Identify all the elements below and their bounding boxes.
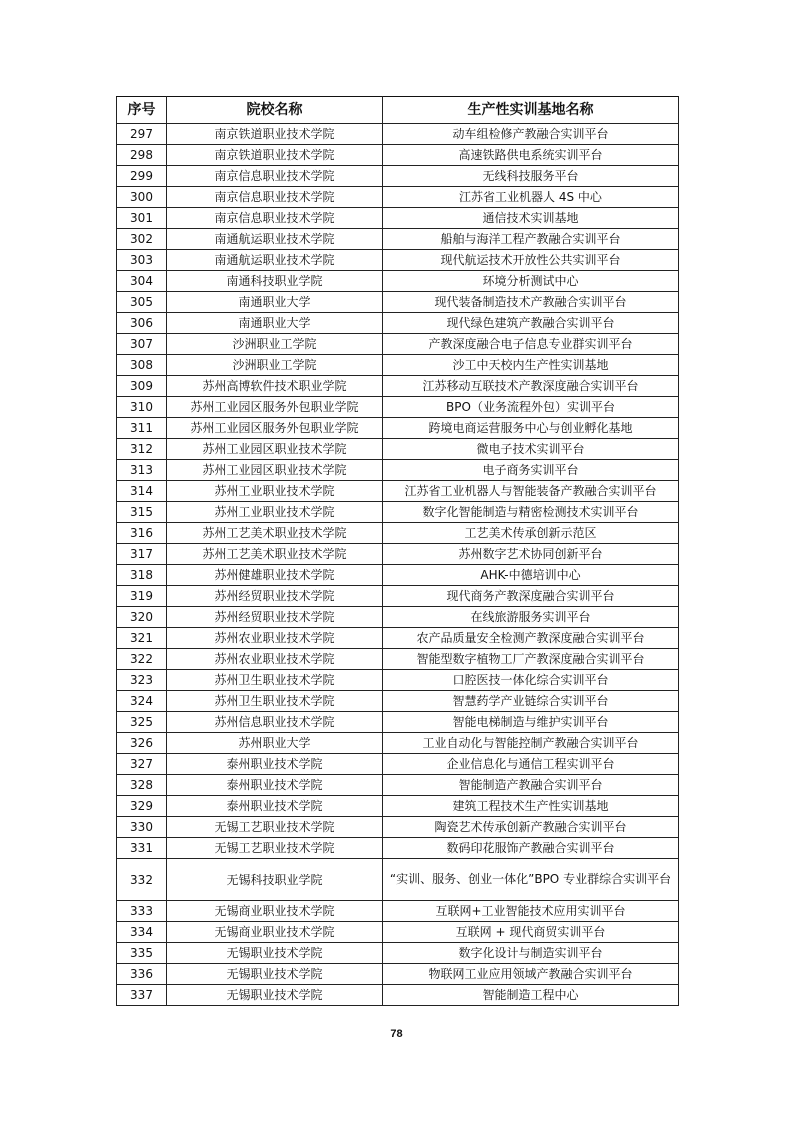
cell-school-name: 泰州职业技术学院 bbox=[167, 796, 383, 817]
cell-school-name: 苏州工业职业技术学院 bbox=[167, 502, 383, 523]
cell-training-base-name: 江苏省工业机器人 4S 中心 bbox=[383, 187, 679, 208]
table-row bbox=[117, 544, 679, 565]
training-base-table bbox=[116, 96, 679, 1006]
cell-serial-number: 312 bbox=[117, 439, 167, 460]
cell-school-name: 无锡科技职业学院 bbox=[167, 859, 383, 901]
cell-training-base-name: 船舶与海洋工程产教融合实训平台 bbox=[383, 229, 679, 250]
cell-serial-number: 337 bbox=[117, 985, 167, 1006]
cell-training-base-name: 环境分析测试中心 bbox=[383, 271, 679, 292]
table-row bbox=[117, 145, 679, 166]
cell-serial-number: 307 bbox=[117, 334, 167, 355]
cell-school-name: 苏州卫生职业技术学院 bbox=[167, 670, 383, 691]
table-row bbox=[117, 901, 679, 922]
cell-training-base-name: 在线旅游服务实训平台 bbox=[383, 607, 679, 628]
cell-training-base-name: 现代装备制造技术产教融合实训平台 bbox=[383, 292, 679, 313]
cell-serial-number: 322 bbox=[117, 649, 167, 670]
table-row bbox=[117, 334, 679, 355]
cell-training-base-name: 江苏省工业机器人与智能装备产教融合实训平台 bbox=[383, 481, 679, 502]
page-number: 78 bbox=[390, 1028, 403, 1040]
cell-school-name: 苏州工业园区服务外包职业学院 bbox=[167, 418, 383, 439]
cell-school-name: 苏州工业园区服务外包职业学院 bbox=[167, 397, 383, 418]
table-row bbox=[117, 775, 679, 796]
table-row bbox=[117, 607, 679, 628]
cell-school-name: 无锡职业技术学院 bbox=[167, 943, 383, 964]
table-row bbox=[117, 754, 679, 775]
table-row bbox=[117, 460, 679, 481]
table-row bbox=[117, 922, 679, 943]
cell-school-name: 苏州信息职业技术学院 bbox=[167, 712, 383, 733]
cell-school-name: 苏州农业职业技术学院 bbox=[167, 649, 383, 670]
table-row bbox=[117, 208, 679, 229]
cell-serial-number: 299 bbox=[117, 166, 167, 187]
cell-serial-number: 329 bbox=[117, 796, 167, 817]
cell-school-name: 苏州工业园区职业技术学院 bbox=[167, 460, 383, 481]
cell-serial-number: 334 bbox=[117, 922, 167, 943]
cell-training-base-name: 数字化智能制造与精密检测技术实训平台 bbox=[383, 502, 679, 523]
cell-training-base-name: 智能电梯制造与维护实训平台 bbox=[383, 712, 679, 733]
cell-serial-number: 315 bbox=[117, 502, 167, 523]
cell-training-base-name: 无线科技服务平台 bbox=[383, 166, 679, 187]
cell-serial-number: 309 bbox=[117, 376, 167, 397]
table-row bbox=[117, 271, 679, 292]
cell-serial-number: 317 bbox=[117, 544, 167, 565]
header-school-name: 院校名称 bbox=[167, 97, 383, 124]
table-row bbox=[117, 817, 679, 838]
cell-school-name: 沙洲职业工学院 bbox=[167, 334, 383, 355]
cell-training-base-name: 建筑工程技术生产性实训基地 bbox=[383, 796, 679, 817]
table-row bbox=[117, 565, 679, 586]
cell-serial-number: 304 bbox=[117, 271, 167, 292]
cell-training-base-name: 高速铁路供电系统实训平台 bbox=[383, 145, 679, 166]
cell-training-base-name: 现代商务产教深度融合实训平台 bbox=[383, 586, 679, 607]
cell-training-base-name: “实训、服务、创业一体化”BPO 专业群综合实训平台 bbox=[383, 859, 679, 901]
header-training-base-name: 生产性实训基地名称 bbox=[383, 97, 679, 124]
table-row bbox=[117, 439, 679, 460]
table-row bbox=[117, 124, 679, 145]
cell-school-name: 沙洲职业工学院 bbox=[167, 355, 383, 376]
cell-school-name: 南京信息职业技术学院 bbox=[167, 208, 383, 229]
cell-serial-number: 302 bbox=[117, 229, 167, 250]
cell-training-base-name: 农产品质量安全检测产教深度融合实训平台 bbox=[383, 628, 679, 649]
cell-school-name: 苏州工业园区职业技术学院 bbox=[167, 439, 383, 460]
table-row bbox=[117, 586, 679, 607]
cell-training-base-name: BPO（业务流程外包）实训平台 bbox=[383, 397, 679, 418]
cell-training-base-name: 电子商务实训平台 bbox=[383, 460, 679, 481]
cell-school-name: 苏州工艺美术职业技术学院 bbox=[167, 523, 383, 544]
cell-serial-number: 331 bbox=[117, 838, 167, 859]
cell-training-base-name: 产教深度融合电子信息专业群实训平台 bbox=[383, 334, 679, 355]
cell-school-name: 南通科技职业学院 bbox=[167, 271, 383, 292]
cell-school-name: 南通职业大学 bbox=[167, 292, 383, 313]
cell-serial-number: 326 bbox=[117, 733, 167, 754]
cell-school-name: 苏州农业职业技术学院 bbox=[167, 628, 383, 649]
table-row bbox=[117, 166, 679, 187]
cell-training-base-name: 江苏移动互联技术产教深度融合实训平台 bbox=[383, 376, 679, 397]
cell-training-base-name: 工业自动化与智能控制产教融合实训平台 bbox=[383, 733, 679, 754]
cell-serial-number: 298 bbox=[117, 145, 167, 166]
table-row bbox=[117, 355, 679, 376]
cell-training-base-name: 现代航运技术开放性公共实训平台 bbox=[383, 250, 679, 271]
cell-training-base-name: 微电子技术实训平台 bbox=[383, 439, 679, 460]
header-serial-number: 序号 bbox=[117, 97, 167, 124]
cell-training-base-name: 企业信息化与通信工程实训平台 bbox=[383, 754, 679, 775]
cell-serial-number: 324 bbox=[117, 691, 167, 712]
cell-serial-number: 313 bbox=[117, 460, 167, 481]
cell-serial-number: 325 bbox=[117, 712, 167, 733]
cell-school-name: 苏州工艺美术职业技术学院 bbox=[167, 544, 383, 565]
cell-training-base-name: 现代绿色建筑产教融合实训平台 bbox=[383, 313, 679, 334]
table-row bbox=[117, 523, 679, 544]
cell-serial-number: 301 bbox=[117, 208, 167, 229]
cell-serial-number: 300 bbox=[117, 187, 167, 208]
cell-serial-number: 316 bbox=[117, 523, 167, 544]
table-row bbox=[117, 628, 679, 649]
cell-training-base-name: 通信技术实训基地 bbox=[383, 208, 679, 229]
cell-serial-number: 305 bbox=[117, 292, 167, 313]
cell-serial-number: 323 bbox=[117, 670, 167, 691]
cell-school-name: 无锡工艺职业技术学院 bbox=[167, 838, 383, 859]
table-row bbox=[117, 376, 679, 397]
cell-training-base-name: 动车组检修产教融合实训平台 bbox=[383, 124, 679, 145]
cell-serial-number: 318 bbox=[117, 565, 167, 586]
cell-training-base-name: 物联网工业应用领域产教融合实训平台 bbox=[383, 964, 679, 985]
cell-school-name: 苏州职业大学 bbox=[167, 733, 383, 754]
table-row bbox=[117, 481, 679, 502]
cell-serial-number: 306 bbox=[117, 313, 167, 334]
table-row bbox=[117, 733, 679, 754]
cell-serial-number: 336 bbox=[117, 964, 167, 985]
table-row bbox=[117, 229, 679, 250]
cell-school-name: 南通职业大学 bbox=[167, 313, 383, 334]
cell-school-name: 无锡职业技术学院 bbox=[167, 964, 383, 985]
cell-serial-number: 310 bbox=[117, 397, 167, 418]
cell-training-base-name: 智慧药学产业链综合实训平台 bbox=[383, 691, 679, 712]
cell-school-name: 苏州高博软件技术职业学院 bbox=[167, 376, 383, 397]
cell-training-base-name: 智能制造工程中心 bbox=[383, 985, 679, 1006]
cell-serial-number: 320 bbox=[117, 607, 167, 628]
cell-school-name: 南京铁道职业技术学院 bbox=[167, 124, 383, 145]
table-header-row bbox=[117, 97, 679, 124]
cell-serial-number: 327 bbox=[117, 754, 167, 775]
cell-school-name: 无锡职业技术学院 bbox=[167, 985, 383, 1006]
cell-school-name: 南通航运职业技术学院 bbox=[167, 229, 383, 250]
table-row bbox=[117, 397, 679, 418]
cell-school-name: 南京信息职业技术学院 bbox=[167, 166, 383, 187]
cell-training-base-name: 智能制造产教融合实训平台 bbox=[383, 775, 679, 796]
table-row bbox=[117, 691, 679, 712]
cell-training-base-name: 陶瓷艺术传承创新产教融合实训平台 bbox=[383, 817, 679, 838]
cell-school-name: 泰州职业技术学院 bbox=[167, 754, 383, 775]
table-row bbox=[117, 292, 679, 313]
cell-serial-number: 303 bbox=[117, 250, 167, 271]
cell-school-name: 苏州工业职业技术学院 bbox=[167, 481, 383, 502]
cell-serial-number: 314 bbox=[117, 481, 167, 502]
table-row bbox=[117, 964, 679, 985]
table-row bbox=[117, 796, 679, 817]
cell-serial-number: 321 bbox=[117, 628, 167, 649]
cell-school-name: 苏州经贸职业技术学院 bbox=[167, 586, 383, 607]
cell-training-base-name: 智能型数字植物工厂产教深度融合实训平台 bbox=[383, 649, 679, 670]
cell-school-name: 苏州健雄职业技术学院 bbox=[167, 565, 383, 586]
cell-serial-number: 319 bbox=[117, 586, 167, 607]
table-row bbox=[117, 838, 679, 859]
cell-training-base-name: AHK-中德培训中心 bbox=[383, 565, 679, 586]
cell-school-name: 南通航运职业技术学院 bbox=[167, 250, 383, 271]
cell-serial-number: 330 bbox=[117, 817, 167, 838]
cell-training-base-name: 工艺美术传承创新示范区 bbox=[383, 523, 679, 544]
cell-training-base-name: 苏州数字艺术协同创新平台 bbox=[383, 544, 679, 565]
table-body bbox=[117, 124, 679, 1006]
cell-serial-number: 311 bbox=[117, 418, 167, 439]
cell-training-base-name: 数字化设计与制造实训平台 bbox=[383, 943, 679, 964]
table-row bbox=[117, 502, 679, 523]
cell-school-name: 南京铁道职业技术学院 bbox=[167, 145, 383, 166]
cell-serial-number: 332 bbox=[117, 859, 167, 901]
cell-school-name: 南京信息职业技术学院 bbox=[167, 187, 383, 208]
cell-training-base-name: 互联网 + 现代商贸实训平台 bbox=[383, 922, 679, 943]
table-row bbox=[117, 250, 679, 271]
cell-training-base-name: 互联网+工业智能技术应用实训平台 bbox=[383, 901, 679, 922]
table-row bbox=[117, 418, 679, 439]
cell-serial-number: 328 bbox=[117, 775, 167, 796]
cell-school-name: 无锡商业职业技术学院 bbox=[167, 901, 383, 922]
table-row bbox=[117, 313, 679, 334]
table-row bbox=[117, 187, 679, 208]
cell-training-base-name: 跨境电商运营服务中心与创业孵化基地 bbox=[383, 418, 679, 439]
table-row bbox=[117, 649, 679, 670]
table-row bbox=[117, 712, 679, 733]
cell-training-base-name: 沙工中天校内生产性实训基地 bbox=[383, 355, 679, 376]
cell-school-name: 泰州职业技术学院 bbox=[167, 775, 383, 796]
cell-serial-number: 335 bbox=[117, 943, 167, 964]
cell-school-name: 苏州卫生职业技术学院 bbox=[167, 691, 383, 712]
cell-training-base-name: 口腔医技一体化综合实训平台 bbox=[383, 670, 679, 691]
cell-school-name: 无锡商业职业技术学院 bbox=[167, 922, 383, 943]
cell-training-base-name: 数码印花服饰产教融合实训平台 bbox=[383, 838, 679, 859]
cell-serial-number: 308 bbox=[117, 355, 167, 376]
cell-school-name: 苏州经贸职业技术学院 bbox=[167, 607, 383, 628]
cell-school-name: 无锡工艺职业技术学院 bbox=[167, 817, 383, 838]
cell-serial-number: 333 bbox=[117, 901, 167, 922]
table-row bbox=[117, 670, 679, 691]
table-row bbox=[117, 943, 679, 964]
cell-serial-number: 297 bbox=[117, 124, 167, 145]
table-row bbox=[117, 859, 679, 901]
table-row bbox=[117, 985, 679, 1006]
